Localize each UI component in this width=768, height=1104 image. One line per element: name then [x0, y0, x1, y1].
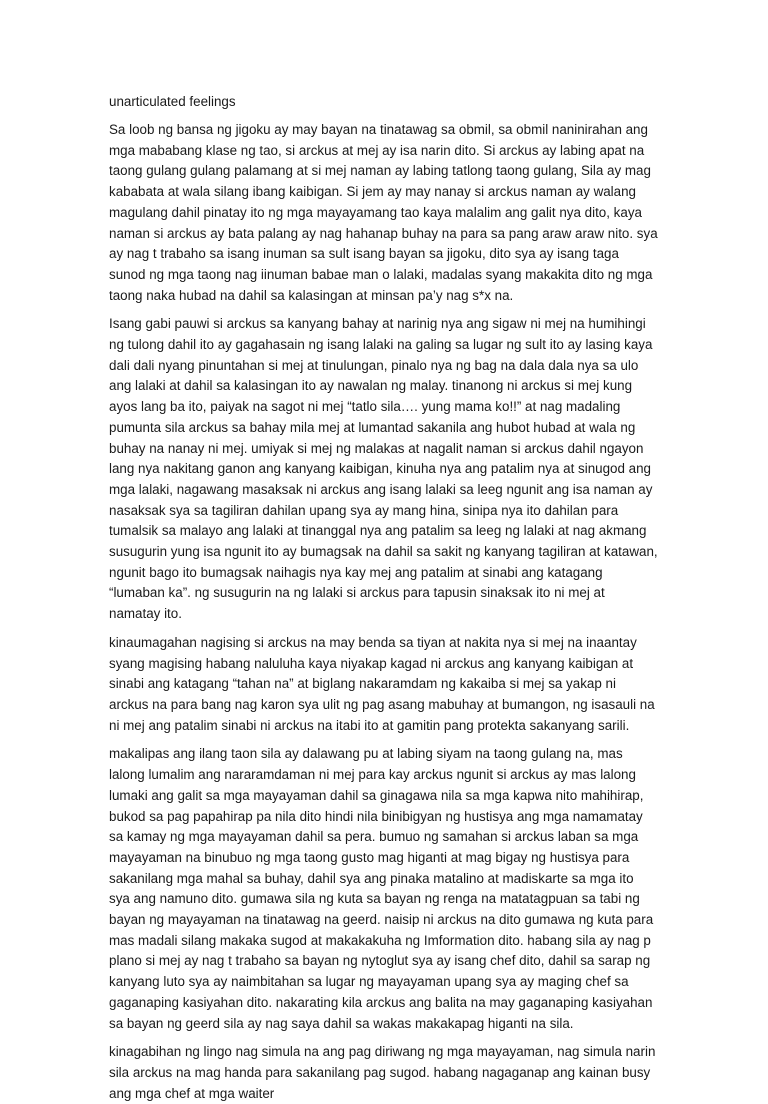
document-title: unarticulated feelings [109, 94, 236, 109]
paragraph-5: kinagabihan ng lingo nag simula na ang pag diriwang ng mga mayayaman, nag simula narin sila arckus na mag handa para sakanilang pag sugod. habang nagaganap ang kainan busy ang mga chef at mga waiter [109, 1044, 656, 1101]
paragraph-1: Sa loob ng bansa ng jigoku ay may bayan na tinatawag sa obmil, sa obmil naninirahan ang mga mababang klase ng tao, si arckus at mej ay isa narin dito. Si arckus ay labing apat na taong gulang gulang palamang at si mej naman ay labing tatlong taong gulang, Sila ay mag kababata at wala silang ibang kaibigan. Si jem ay may nanay si arckus naman ay walang magulang dahil pinatay ito ng mga mayayamang tao kaya malalim ang galit nya dito, kaya naman si arckus ay bata palang ay nag hahanap buhay na para sa pang araw araw nito. sya ay nag t trabaho sa isang inuman sa sult isang bayan sa jigoku, dito sya ay isang taga sunod ng mga taong nag iinuman babae man o lalaki, madalas syang makakita dito ng mga taong naka hubad na dahil sa kalasingan at minsan pa’y nag s*x na. [109, 122, 658, 303]
paragraph-4: makalipas ang ilang taon sila ay dalawang pu at labing siyam na taong gulang na, mas lalong lumalim ang nararamdaman ni mej para kay arckus ngunit si arckus ay mas lalong lumaki ang galit sa mga mayayaman dahil sa ginagawa nila sa mga kapwa nito mahihirap, bukod sa pag papahirap pa nila dito hindi nila binibigyan ng hustisya ang mga namamatay sa kamay ng mga mayayaman dahil sa pera. bumuo ng samahan si arckus laban sa mga mayayaman na binubuo ng mga taong gusto mag higanti at mag bigay ng hustisya para sakanilang mga mahal sa buhay, dahil sya ang pinaka matalino at madiskarte sa mga ito sya ang namuno dito. gumawa sila ng kuta sa bayan ng renga na matatagpuan sa tabi ng bayan ng mayayaman na tinatawag na geerd. naisip ni arckus na dito gumawa ng kuta para mas madali silang makaka sugod at makakakuha ng Imformation dito. habang sila ay nag p plano si mej ay nag t trabaho sa bayan ng nytoglut sya ay isang chef dito, dahil sa sarap ng kanyang luto sya ay naimbitahan sa lugar ng mayayaman upang sya ay maging chef sa gaganaping kasiyahan dito. nakarating kila arckus ang balita na may gaganaping kasiyahan sa bayan ng geerd sila ay nag saya dahil sa wakas makakapag higanti na sila. [109, 746, 654, 1031]
paragraph-2: Isang gabi pauwi si arckus sa kanyang bahay at narinig nya ang sigaw ni mej na humihingi ng tulong dahil ito ay gagahasain ng isang lalaki na galing sa lugar ng sult ito ay lasing kaya dali dali nyang pinuntahan si mej at tinulungan, pinalo nya ng bag na dala dala nya sa ulo ang lalaki at dahil sa kalasingan ito ay nawalan ng malay. tinanong ni arckus si mej kung ayos lang ba ito, paiyak na sagot ni mej “tatlo sila…. yung mama ko!!” at nag madaling pumunta sila arckus sa bahay mila mej at lumantad sakanila ang hubot hubad at wala ng buhay na nanay ni mej. umiyak si mej ng malakas at nagalit naman si arckus dahil ngayon lang nya nakitang ganon ang kanyang kaibigan, kinuha nya ang patalim nya at sinugod ang mga lalaki, nagawang masaksak ni arckus ang isang lalaki sa leeg ngunit ang isa naman ay nasaksak sya sa tagiliran dahilan upang sya ay mang hina, sinipa nya ito dahilan para tumalsik sa malayo ang lalaki at tinanggal nya ang patalim sa leeg ng lalaki at nag akmang susugurin yung isa ngunit ito ay bumagsak na dahil sa sakit ng kanyang tagiliran at katawan, ngunit bago ito bumagsak naihagis nya kay mej ang patalim at sinabi ang katagang “lumaban ka”. ng susugurin na ng lalaki si arckus para tapusin sinaksak ito ni mej at namatay ito. [109, 316, 658, 622]
paragraph-3: kinaumagahan nagising si arckus na may benda sa tiyan at nakita nya si mej na inaantay syang magising habang naluluha kaya niyakap kagad ni arckus ang kanyang kaibigan at sinabi ang katagang “tahan na” at biglang nakaramdam ng kakaiba si mej sa yakap ni arckus na para bang nag karon sya ulit ng pag asang mabuhay at bumangon, ng isasauli na ni mej ang patalim sinabi ni arckus na itabi ito at gamitin pang protekta sakanyang sarili. [109, 634, 655, 733]
